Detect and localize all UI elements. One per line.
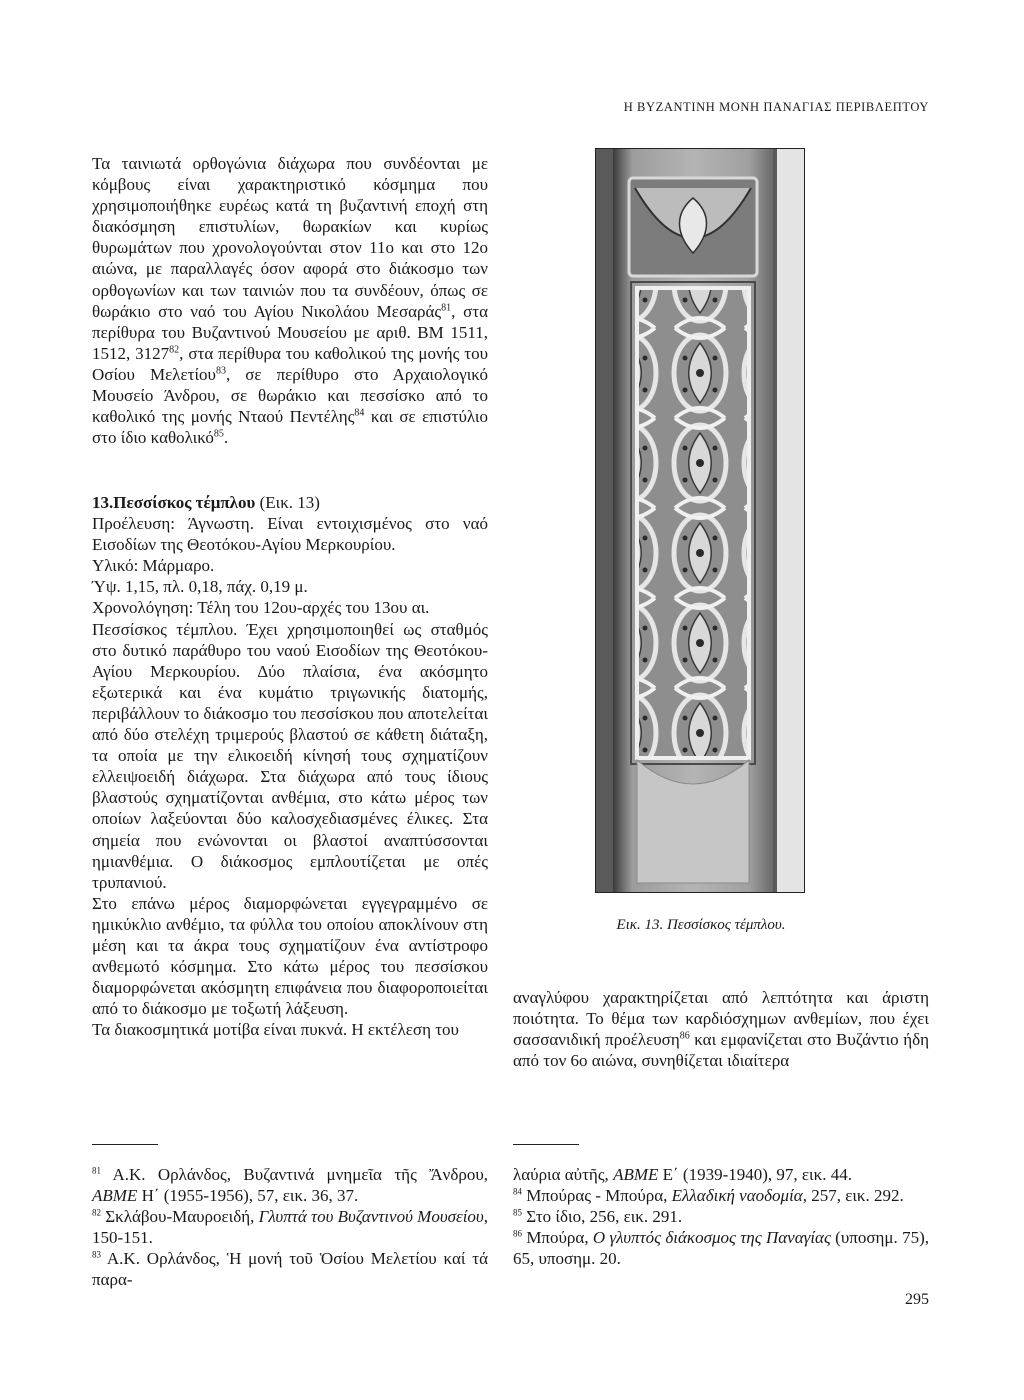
text-run: , σε περίθυρο στο Αρχαιολογικό Μουσείο Άνδρου, σε θωράκιο και πεσσίσκο από το καθολικό της μονής Νταού Πεντέλης [92,364,488,427]
left-column [92,153,488,448]
footnote-ref: 81 [441,302,452,313]
footnote-ref: 85 [213,428,224,440]
italic-text: Ο γλυπτός διάκοσμος της Παναγίας [592,1228,831,1248]
italic-text: Ελλαδική ναοδομία [671,1186,803,1206]
text-run: , στα περίθυρα του καθολικού της μονής του Οσίου Μελετίου [92,343,488,384]
catalogue-entry [92,492,488,1040]
entry-origin: Προέλευση: Άγνωστη. Είναι εντοιχισμένος στο ναό Εισοδίων της Θεοτόκου-Αγίου Μερκουρίου. [92,514,488,555]
figure-caption: Εικ. 13. Πεσσίσκος τέμπλου. [616,917,786,933]
intro-paragraph [92,153,488,448]
right-continuation [513,987,929,1071]
italic-text: ΑΒΜΕ [613,1165,659,1184]
footnote [513,1206,929,1227]
footnote-number: 82 [92,1207,101,1218]
text-run: , 257, εικ. 292. [802,1186,904,1206]
footnote-number: 83 [92,1249,101,1260]
entry-description: Πεσσίσκος τέμπλου. Έχει χρησιμοποιηθεί ως σταθμός στο δυτικό παράθυρο του ναού Εισοδίων της Θεοτόκου-Αγίου Μερκουρίου. Δύο πλαίσια, ένα ακόσμητο εξωτερικά και ένα κυμάτιο τριγωνικής διατομής, περιβάλλουν το διάκοσμο του πεσσίσκου που αποτελείται από δύο στελέχη τριμερούς βλαστού σε κάθετη διάταξη, τα οποία με την ελικοειδή κίνησή τους σχηματίζουν ελλειψοειδή διάχωρα. Στα διάχωρα από τους ίδιους βλαστούς σχηματίζονται ανθέμια, στο κάτω μέρος των οποίων λαξεύονται δύο καλοσχεδιασμένες έλικες. Στα σημεία που ενώνονται οι βλαστοί αναπτύσσονται ημιανθέμια. Ο διάκοσμος εμπλουτίζεται με οπές τρυπανιού. [92,619,488,892]
entry-title: Πεσσίσκος τέμπλου [113,493,256,512]
footnote-number: 84 [513,1186,522,1197]
entry-dimensions: Ύψ. 1,15, πλ. 0,18, πάχ. 0,19 μ. [92,577,308,597]
text-run: Μπούρας - Μπούρα, [522,1186,672,1206]
entry-upper-part: Στο επάνω μέρος διαμορφώνεται εγγεγραμμένο σε ημικύκλιο ανθέμιο, τα φύλλα του οποίου αποκλίνουν στη μέση και τα άκρα τους σχηματίζουν ένα αντίστροφο ανθεμωτό κόσμημα. Στο κάτω μέρος του πεσσίσκου διαμορφώνεται ακόσμητη επιφάνεια που διαφοροποιείται από το διάκοσμο με τοξωτή λάξευση. [92,893,488,1019]
italic-text: Γλυπτά του Βυζαντινού Μουσείου [258,1207,484,1227]
footnote-ref: 83 [215,365,226,377]
entry-dating: Χρονολόγηση: Τέλη του 12ου-αρχές του 13ου αι. [92,598,430,618]
text-run: και εμφανίζεται στο Βυζάντιο ήδη από τον 6ο αιώνα, συνηθίζεται ιδιαίτερα [513,1030,929,1071]
text-run: Σκλάβου-Μαυροειδή, [101,1207,259,1227]
footnotes-right [513,1164,929,1269]
footnote-ref: 82 [169,344,180,356]
right-column [513,987,929,1071]
footnote-number: 85 [513,1207,522,1218]
entry-material: Υλικό: Μάρμαρο. [92,556,215,576]
footnote-rule-left [92,1144,158,1145]
text-run: Μπούρα, [522,1228,593,1248]
text-run: . [223,428,229,448]
footnote-number: 86 [513,1228,522,1239]
text-run: αναγλύφου χαρακτηρίζεται από λεπτότητα και άριστη ποιότητα. Το θέμα των καρδιόσχημων ανθεμίων, που έχει σασσανιδική προέλευση [513,988,929,1050]
footnote [92,1164,488,1206]
footnotes-left [92,1164,488,1291]
footnote-ref: 86 [679,1030,690,1042]
footnote [92,1248,488,1290]
entry-heading [92,492,488,513]
figure-photo-pillar [595,148,805,893]
footnote-number: 81 [92,1165,101,1176]
text-run: Τα ταινιωτά ορθογώνια διάχωρα που συνδέονται με κόμβους είναι χαρακτηριστικό κόσμημα που χρησιμοποιήθηκε ευρέως κατά τη βυζαντινή εποχή στη διακόσμηση επιστυλίων, θωρακίων και κυρίως θυρωμάτων που χρονολογούνται στον 11ο και στο 12ο αιώνα, με παραλλαγές όσον αφορά στο διάκοσμο των ορθογωνίων και των ταινιών που τα συνδέουν, όπως σε θωράκιο στο ναό του Αγίου Νικολάου Μεσαράς [92,154,488,321]
text-run: , 150-151. [92,1207,488,1248]
text-run: λαύρια αὐτῆς, [513,1165,614,1184]
text-run: Ε΄ (1939-1940), 97, εικ. 44. [658,1165,852,1184]
footnote-ref: 84 [354,407,365,419]
text-run: Στο ίδιο, 256, εικ. 291. [522,1207,683,1227]
entry-number: 13. [92,493,114,512]
pillar-relief-graphic [595,148,805,893]
italic-text: ΑΒΜΕ [92,1186,138,1206]
entry-motifs: Τα διακοσμητικά μοτίβα είναι πυκνά. Η εκτέλεση του [92,1020,459,1040]
running-head: Η ΒΥΖΑΝΤΙΝΗ ΜΟΝΗ ΠΑΝΑΓΙΑΣ ΠΕΡΙΒΛΕΠΤΟΥ [623,100,929,114]
footnote [513,1164,929,1185]
footnote [513,1185,929,1206]
text-run: (υποσημ. 75), 65, υποσημ. 20. [513,1228,929,1269]
footnote [92,1206,488,1248]
text-run: και σε επιστύλιο στο ίδιο καθολικό [92,407,488,448]
footnote [513,1227,929,1269]
text-run: , στα περίθυρα του Βυζαντινού Μουσείου με αριθ. ΒΜ 1511, 1512, 3127 [92,301,488,363]
text-run: Α.Κ. Ορλάνδος, Ἡ μονή τοῦ Ὁσίου Μελετίου καί τά παρα- [92,1249,488,1290]
text-run: Α.Κ. Ορλάνδος, Βυζαντινά μνημεῖα τῆς Ἄνδρου, [101,1165,488,1184]
page-number: 295 [905,1291,929,1308]
entry-fig-ref: (Εικ. 13) [255,493,320,512]
footnote-rule-right [513,1144,579,1145]
text-run: Η΄ (1955-1956), 57, εικ. 36, 37. [137,1186,359,1206]
